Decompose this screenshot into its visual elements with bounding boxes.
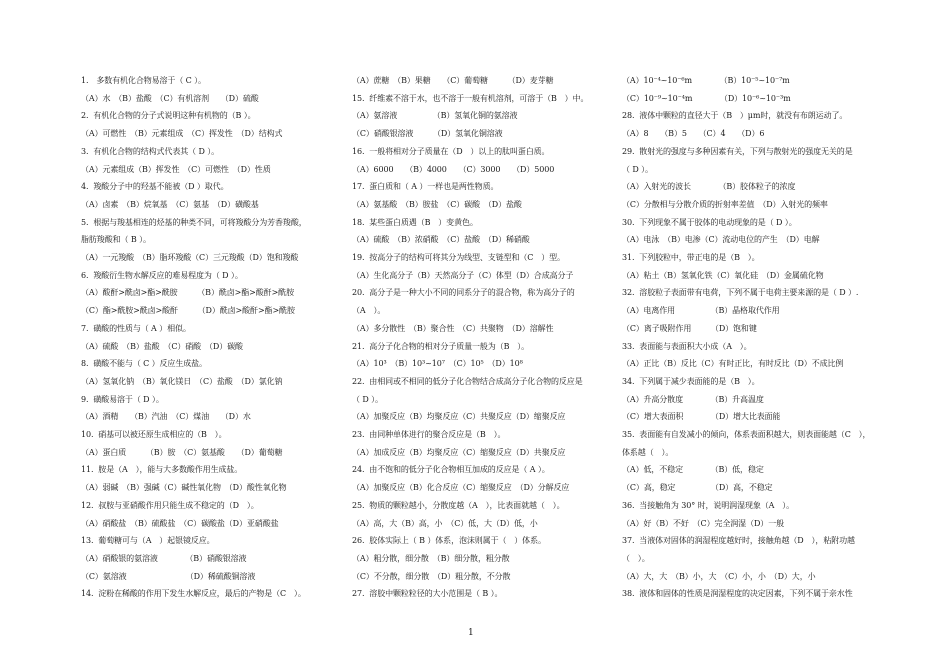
text-line: （A）加成反应（B）均聚反应（C）缩聚反应（D）共聚反应 bbox=[352, 447, 566, 457]
text-line: （A）10³ （B）10³~10⁷ （C）10⁵ （D）10⁸ bbox=[352, 359, 523, 369]
text-line: （A）大，大 （B）小，大 （C）小，小 （D）大，小 bbox=[622, 571, 816, 581]
text-line: （A）元素组成（B）挥发性 （C）可燃性 （D）性质 bbox=[81, 164, 271, 174]
text-line: 35. 表面能有自发减小的倾向，体系表面积越大，则表面能越（C ）， bbox=[622, 430, 871, 440]
text-line: （ D ）。 bbox=[622, 164, 653, 174]
text-line: 2. 有机化合物的分子式说明这种有机物的（B ）。 bbox=[81, 111, 256, 121]
text-line: （C）增大表面积 （D）增大比表面能 bbox=[622, 412, 781, 422]
text-line: （A）电泳 （B）电渗（C）流动电位的产生 （D）电解 bbox=[622, 235, 820, 245]
text-line: 25. 物质的颗粒越小，分散度越（A ），比表面就越（ ）。 bbox=[352, 500, 565, 510]
text-line: （A）升高分散度 （B）升高温度 bbox=[622, 394, 764, 404]
text-line: （A）蔗糖 （B）果糖 （C）葡萄糖 （D）麦芽糖 bbox=[352, 76, 554, 85]
text-line: 34. 下列属于减少表面能的是（B ）。 bbox=[622, 376, 760, 386]
text-line: （A）可燃性 （B）元素组成 （C）挥发性 （D）结构式 bbox=[81, 129, 283, 139]
text-line: 12. 叔胺与亚硝酸作用只能生成不稳定的（D ）。 bbox=[81, 500, 259, 510]
text-line: （A）酸酐>酰卤>酯>酰胺 （B）酰卤>酯>酸酐>酰胺 bbox=[81, 288, 294, 298]
text-line: 8. 磺酸不能与（ C ）反应生成盐。 bbox=[81, 359, 207, 369]
text-line: （A）8 （B）5 （C）4 （D）6 bbox=[622, 129, 765, 139]
column-middle bbox=[352, 72, 612, 603]
text-line: 3. 有机化合物的结构式代表其（ D ）。 bbox=[81, 146, 220, 156]
text-line: （A）电离作用 （B）晶格取代作用 bbox=[622, 306, 780, 316]
text-line: （A）好（B）不好 （C）完全润湿（D）一般 bbox=[622, 518, 784, 528]
text-line: 23. 由同种单体进行的聚合反应是（B ）。 bbox=[352, 430, 506, 440]
text-line: （A）硫酸 （B）盐酸 （C）硝酸 （D）碳酸 bbox=[81, 341, 243, 351]
text-line: （A）硝酸盐 （B）硫酸盐 （C）碳酸盐（D）亚硝酸盐 bbox=[81, 518, 279, 528]
text-line: （A）硝酸银的氨溶液 （B）硝酸银溶液 bbox=[81, 553, 247, 563]
text-line: 29. 散射光的强度与多种因素有关，下列与散射光的强度无关的是 bbox=[622, 146, 853, 156]
text-line: （A）水 （B）盐酸 （C）有机溶剂 （D）硫酸 bbox=[81, 93, 259, 103]
text-line: 7. 磺酸的性质与（ A ）相似。 bbox=[81, 323, 191, 333]
text-line: （A）生化高分子（B）天然高分子（C）体型（D）合成高分子 bbox=[352, 270, 574, 280]
text-line: 20. 高分子是一种大小不同的同系分子的混合物，称为高分子的 bbox=[352, 288, 575, 298]
text-line: （A）氢氧化钠 （B）氧化镁日 （C）盐酸 （D）氯化钠 bbox=[81, 376, 283, 386]
text-line: （A）氨基酸 （B）胺盐 （C）碳酸 （D）盐酸 bbox=[352, 199, 522, 209]
text-line: 36. 当接触角为 30° 时，说明润湿现象（A ）。 bbox=[622, 500, 795, 510]
text-line: （A）酒精 （B）汽油 （C）煤油 （D）水 bbox=[81, 412, 251, 422]
text-line: 11. 胺是（A ），能与大多数酸作用生成盐。 bbox=[81, 465, 243, 475]
text-line: 21. 高分子化合物的相对分子质量一般为（B ）。 bbox=[352, 341, 530, 351]
text-line: 22. 由相同或不相同的低分子化合物结合成高分子化合物的反应是 bbox=[352, 376, 583, 386]
text-line: （A）硫酸 （B）浓硝酸 （C）盐酸 （D）稀硝酸 bbox=[352, 235, 530, 245]
text-line: 27. 溶胶中颗粒粒径的大小范围是（ B ）。 bbox=[352, 589, 503, 599]
text-line: 16. 一般将相对分子质量在（D ）以上的肽叫蛋白质。 bbox=[352, 146, 550, 156]
text-line: 30. 下列现象不属于胶体的电动现象的是（ D ）。 bbox=[622, 217, 797, 227]
text-line: （A）加聚反应（B）均聚反应（C）共聚反应（D）缩聚反应 bbox=[352, 412, 566, 422]
text-line: 15. 纤维素不溶于水，也不溶于一般有机溶剂，可溶于（B ）中。 bbox=[352, 93, 589, 103]
text-line: （A）高，大（B）高，小 （C）低，大（D）低，小 bbox=[352, 518, 538, 528]
text-line: 18. 某些蛋白质遇（B ）变黄色。 bbox=[352, 217, 478, 227]
text-line: （A ）。 bbox=[352, 306, 386, 316]
text-line: （C）酯>酰胺>酰卤>酸酐 （D）酰卤>酸酐>酯>酰胺 bbox=[81, 306, 295, 316]
text-line: 4. 羧酸分子中的羟基不能被（D ）取代。 bbox=[81, 182, 229, 192]
text-line: 1. 多数有机化合物易溶于（ C ）。 bbox=[81, 76, 206, 85]
text-line: 17. 蛋白质和（ A ）一样也是两性物质。 bbox=[352, 182, 499, 192]
text-line: 28. 液体中颗粒的直径大于（B ）μm时，就没有布朗运动了。 bbox=[622, 111, 848, 121]
text-line: 13. 葡萄糖可与（A ）起银镜反应。 bbox=[81, 536, 215, 546]
text-line: （C）10⁻⁹~10⁻⁴m （D）10⁻⁶~10⁻³m bbox=[622, 93, 791, 103]
text-line: 31. 下列胶粒中，带正电的是（B ）。 bbox=[622, 253, 760, 263]
text-line: 33. 表面能与表面积大小成（A ）。 bbox=[622, 341, 752, 351]
text-line: （A）氨溶液 （B）氢氧化铜的氨溶液 bbox=[352, 111, 518, 121]
text-line: （A）一元羧酸 （B）脂环羧酸（C）三元羧酸（D）饱和羧酸 bbox=[81, 253, 299, 263]
text-line: （A）弱碱 （B）强碱（C）碱性氧化物 （D）酸性氧化物 bbox=[81, 483, 287, 493]
text-line: 6. 羧酸衍生物水解反应的难易程度为（ D ）。 bbox=[81, 270, 243, 280]
text-line: （A）多分散性 （B）聚合性 （C）共聚物 （D）溶解性 bbox=[352, 323, 554, 333]
text-line: 38. 液体和固体的性质是润湿程度的决定因素，下列不属于亲水性 bbox=[622, 589, 853, 599]
text-line: （A）加聚反应（B）化合反应（C）缩聚反应 （D）分解反应 bbox=[352, 483, 570, 493]
text-line: 脂肪羧酸和（ B ）。 bbox=[81, 235, 151, 245]
text-line: 26. 胶体实际上（ B ）体系，泡沫则属于（ ）体系。 bbox=[352, 536, 546, 546]
text-line: 体系越（ ）。 bbox=[622, 447, 674, 457]
column-right bbox=[622, 72, 882, 603]
text-line: 19. 按高分子的结构可将其分为线型、支链型和（C ）型。 bbox=[352, 253, 565, 263]
text-line: （A）卤素 （B）烷氧基 （C）氨基 （D）磺酸基 bbox=[81, 199, 259, 209]
text-line: （A）6000 （B）4000 （C）3000 （D）5000 bbox=[352, 164, 555, 174]
text-line: （C）氨溶液 （D）稀硫酸铜溶液 bbox=[81, 571, 256, 581]
text-line: （A）粘土（B）氢氧化铁（C）氧化硅 （D）金属硫化物 bbox=[622, 270, 824, 280]
page-number: 1 bbox=[468, 628, 474, 638]
text-line: （ D ）。 bbox=[352, 394, 383, 404]
text-line: （C）分散相与分散介质的折射率差值 （D）入射光的频率 bbox=[622, 199, 828, 209]
text-line: （C）离子吸附作用 （D）饱和键 bbox=[622, 323, 757, 333]
text-line: 14. 淀粉在稀酸的作用下发生水解反应，最后的产物是（C ）。 bbox=[81, 589, 306, 599]
text-line: （C）硝酸银溶液 （D）氢氧化铜溶液 bbox=[352, 129, 503, 139]
text-line: （C）高，稳定 （D）高，不稳定 bbox=[622, 483, 773, 493]
text-line: （A）低，不稳定 （B）低，稳定 bbox=[622, 465, 764, 475]
text-line: （C）不分散，细分散 （D）粗分散，不分散 bbox=[352, 571, 511, 581]
text-line: （A）入射光的波长 （B）胶体粒子的浓度 bbox=[622, 182, 796, 192]
text-line: （A）10⁻⁴~10⁻⁶m （B）10⁻⁵~10⁻⁷m bbox=[622, 76, 790, 85]
text-line: （ ）。 bbox=[622, 553, 650, 563]
text-line: 37. 当液体对固体的润湿程度越好时，接触角越（D ），粘附功越 bbox=[622, 536, 855, 546]
text-line: 32. 溶胶粒子表面带有电荷，下列不属于电荷主要来源的是（ D ）. bbox=[622, 288, 859, 298]
text-line: 5. 根据与羧基相连的烃基的种类不同，可将羧酸分为芳香羧酸， bbox=[81, 217, 307, 227]
text-line: 24. 由不饱和的低分子化合物相互加成的反应是（ A ）。 bbox=[352, 465, 550, 475]
text-line: 10. 硝基可以被还原生成相应的（B ）。 bbox=[81, 430, 227, 440]
text-line: （A）正比（B）反比（C）有时正比，有时反比（D）不成比例 bbox=[622, 359, 844, 369]
column-left bbox=[81, 72, 336, 603]
text-line: 9. 磺酸易溶于（ D ）。 bbox=[81, 394, 164, 404]
text-line: （A）粗分散，细分散 （B）细分散，粗分散 bbox=[352, 553, 510, 563]
text-line: （A）蛋白质 （B）胺 （C）氨基酸 （D）葡萄糖 bbox=[81, 447, 283, 457]
